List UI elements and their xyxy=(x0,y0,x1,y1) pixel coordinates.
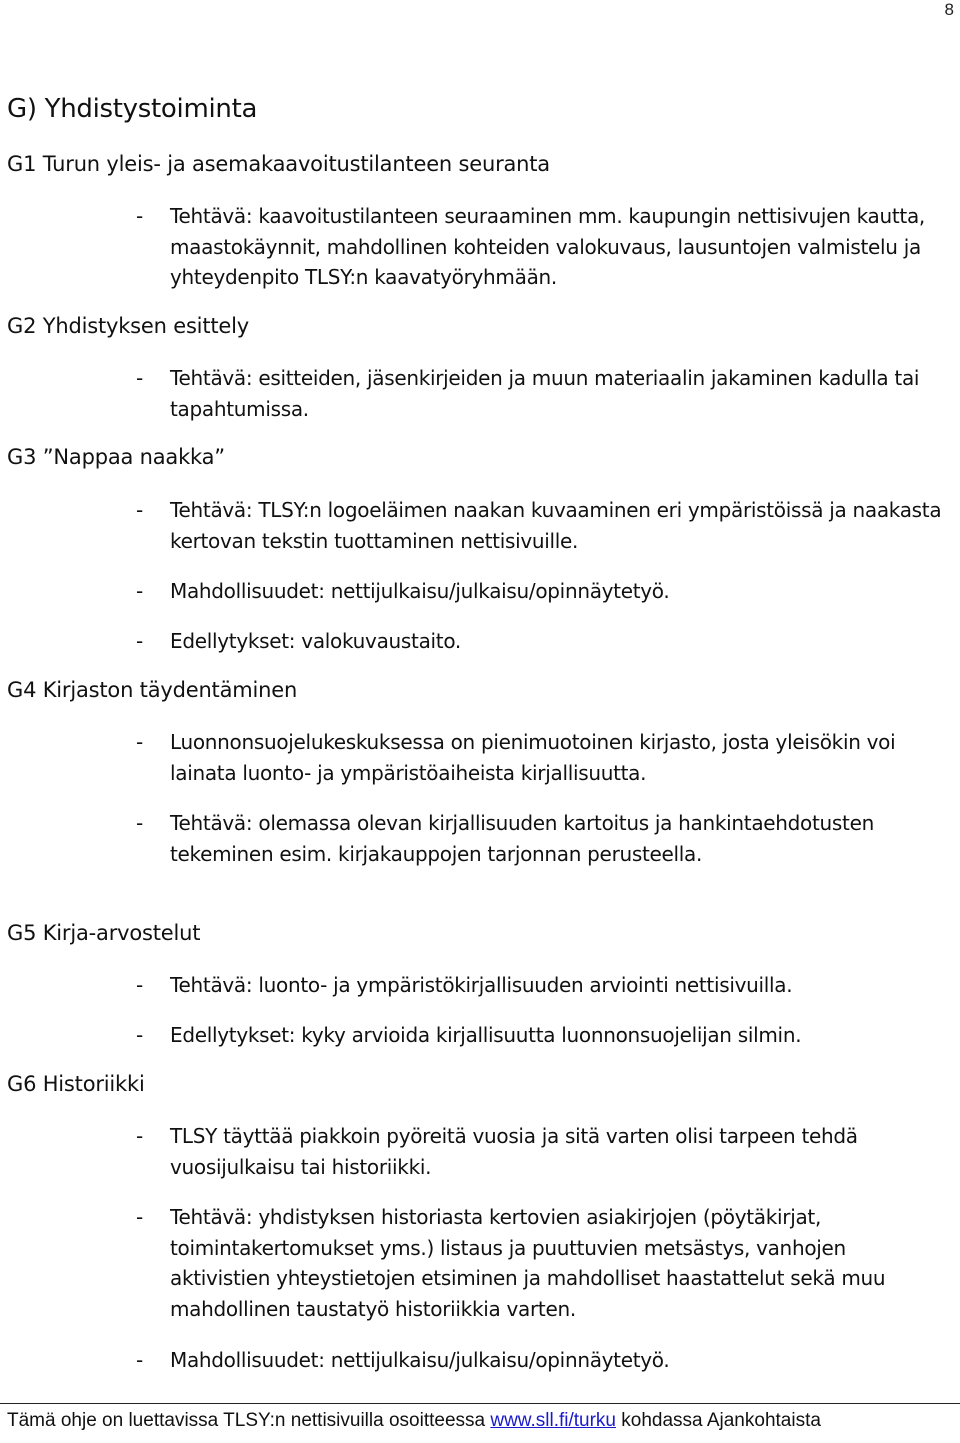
list-item xyxy=(136,201,951,293)
bullet-dash: - xyxy=(136,1205,143,1229)
list-item xyxy=(136,626,951,657)
list-item-text: Tehtävä: TLSY:n logoeläimen naakan kuvaaminen eri ympäristöissä ja naakasta kertovan tekstin tuottaminen nettisivuille. xyxy=(170,498,942,553)
list-item-text: TLSY täyttää piakkoin pyöreitä vuosia ja sitä varten olisi tarpeen tehdä vuosijulkaisu tai historiikki. xyxy=(170,1124,858,1179)
list-item-text: Tehtävä: yhdistyksen historiasta kertovien asiakirjojen (pöytäkirjat, toimintakertomukset yms.) listaus ja puuttuvien metsästys, vanhojen aktivistien yhteystietojen etsiminen ja mahdolliset haastattelut sekä muu mahdollinen taustatyö historiikkia varten. xyxy=(170,1205,886,1321)
list-item-text: Luonnonsuojelukeskuksessa on pienimuotoinen kirjasto, josta yleisökin voi lainata luonto- ja ympäristöaiheista kirjallisuutta. xyxy=(170,730,896,785)
bullet-dash: - xyxy=(136,629,143,653)
footer-note xyxy=(7,1410,821,1432)
bullet-dash: - xyxy=(136,973,143,997)
section-heading-g6: G6 Historiikki xyxy=(7,1072,145,1096)
list-item xyxy=(136,1202,951,1324)
list-item-text: Edellytykset: kyky arvioida kirjallisuutta luonnonsuojelijan silmin. xyxy=(170,1023,802,1047)
section-heading-g5: G5 Kirja-arvostelut xyxy=(7,921,201,945)
bullet-dash: - xyxy=(136,1124,143,1148)
list-item-text: Tehtävä: esitteiden, jäsenkirjeiden ja muun materiaalin jakaminen kadulla tai tapahtumissa. xyxy=(170,366,920,421)
section-heading-g4: G4 Kirjaston täydentäminen xyxy=(7,678,298,702)
bullet-dash: - xyxy=(136,579,143,603)
main-title: G) Yhdistystoiminta xyxy=(7,94,258,124)
list-item-text: Mahdollisuudet: nettijulkaisu/julkaisu/opinnäytetyö. xyxy=(170,1348,670,1372)
bullet-dash: - xyxy=(136,498,143,522)
bullet-dash: - xyxy=(136,811,143,835)
list-item xyxy=(136,808,951,869)
list-item-text: Tehtävä: olemassa olevan kirjallisuuden kartoitus ja hankintaehdotusten tekeminen esim. kirjakauppojen tarjonnan perusteella. xyxy=(170,811,874,866)
page-number: 8 xyxy=(944,0,954,19)
list-item xyxy=(136,970,951,1001)
list-item xyxy=(136,576,951,607)
list-item-text: Edellytykset: valokuvaustaito. xyxy=(170,629,461,653)
bullet-dash: - xyxy=(136,1023,143,1047)
list-item xyxy=(136,1121,951,1182)
list-item xyxy=(136,727,951,788)
footer-link[interactable]: www.sll.fi/turku xyxy=(490,1410,616,1431)
list-item xyxy=(136,1345,951,1376)
list-item-text: Tehtävä: luonto- ja ympäristökirjallisuuden arviointi nettisivuilla. xyxy=(170,973,793,997)
list-item xyxy=(136,495,951,556)
bullet-dash: - xyxy=(136,204,143,228)
list-item xyxy=(136,1020,951,1051)
bullet-dash: - xyxy=(136,366,143,390)
section-heading-g1: G1 Turun yleis- ja asemakaavoitustilanteen seuranta xyxy=(7,152,550,176)
footer-divider xyxy=(0,1403,960,1404)
section-heading-g3: G3 ”Nappaa naakka” xyxy=(7,445,225,469)
footer-text-before: Tämä ohje on luettavissa TLSY:n nettisivuilla osoitteessa xyxy=(7,1410,491,1431)
bullet-dash: - xyxy=(136,1348,143,1372)
footer-text-after: kohdassa Ajankohtaista xyxy=(616,1410,821,1431)
section-heading-g2: G2 Yhdistyksen esittely xyxy=(7,314,249,338)
list-item-text: Mahdollisuudet: nettijulkaisu/julkaisu/opinnäytetyö. xyxy=(170,579,670,603)
list-item xyxy=(136,363,951,424)
bullet-dash: - xyxy=(136,730,143,754)
list-item-text: Tehtävä: kaavoitustilanteen seuraaminen mm. kaupungin nettisivujen kautta, maastokäynnit, mahdollinen kohteiden valokuvaus, lausuntojen valmistelu ja yhteydenpito TLSY:n kaavatyöryhmään. xyxy=(170,204,925,289)
